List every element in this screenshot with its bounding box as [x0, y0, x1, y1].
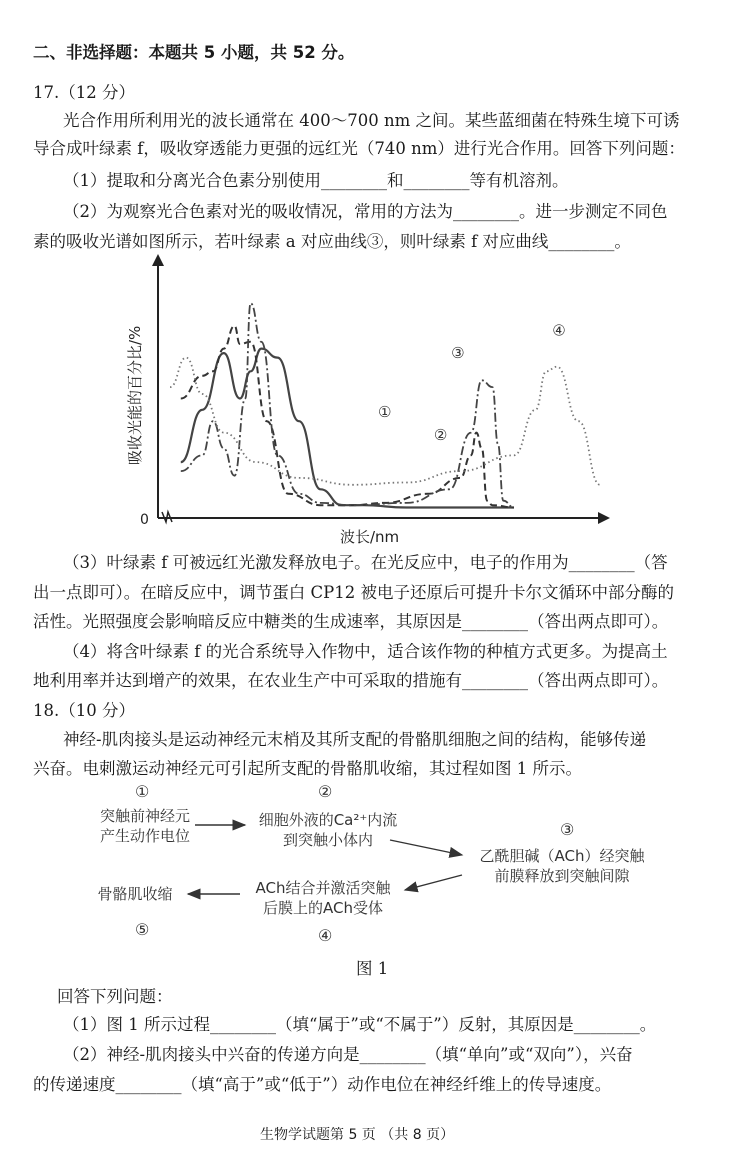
arrow-2-to-3	[390, 840, 462, 855]
flow-step3-line2: 前膜释放到突触间隙	[494, 867, 630, 885]
q18-number: 18.（10 分）	[33, 701, 135, 720]
series-label-4: ④	[552, 321, 566, 340]
page-footer: 生物学试题第 5 页 （共 8 页）	[260, 1127, 455, 1143]
series-label-3: ③	[451, 344, 465, 363]
series-label-2: ②	[433, 425, 448, 444]
q18-intro-line1: 神经-肌肉接头是运动神经元末梢及其所支配的骨骼肌细胞之间的结构，能够传递	[63, 730, 647, 749]
q17-part1: （1）提取和分离光合色素分别使用________和________等有机溶剂。	[63, 171, 569, 190]
flow-step5: 骨骼肌收缩	[97, 885, 173, 903]
flow-step4-line1: ACh结合并激活突触	[255, 879, 391, 897]
q18-answer-prompt: 回答下列问题：	[57, 987, 173, 1006]
q17-part3-line3: 活性。光照强度会影响暗反应中糖类的生成速率，其原因是________（答出两点即可）。	[33, 612, 669, 631]
q17-part4-line2: 地利用率并达到增产的效果，在农业生产中可采取的措施有________（答出两点即可）。	[33, 671, 669, 690]
flow-step3-number: ③	[560, 820, 575, 839]
chart-x-axis-label: 波长/nm	[340, 528, 400, 546]
q17-part2-line1: （2）为观察光合色素对光的吸收情况，常用的方法为________。进一步测定不同色	[63, 202, 668, 221]
q17-number: 17.（12 分）	[33, 83, 135, 102]
flow-step1-line2: 产生动作电位	[99, 827, 190, 845]
series-line-3	[181, 303, 514, 507]
flow-step4-line2: 后膜上的ACh受体	[263, 899, 383, 917]
flow-step2-line1: 细胞外液的Ca²⁺内流	[258, 811, 398, 829]
series-line-1	[181, 349, 514, 508]
flow-step2-number: ②	[318, 782, 333, 801]
q17-part4-line1: （4）将含叶绿素 f 的光合系统导入作物中，适合该作物的种植方式更多。为提高土	[63, 642, 668, 661]
flow-step1-number: ①	[135, 782, 150, 801]
flow-step2-line2: 到突触小体内	[282, 831, 373, 849]
series-label-1: ①	[378, 403, 392, 422]
chart-origin-label: 0	[140, 512, 149, 528]
q17-part2-line2: 素的吸收光谱如图所示，若叶绿素 a 对应曲线③，则叶绿素 f 对应曲线________。	[33, 232, 631, 251]
flow-step1-line1: 突触前神经元	[99, 807, 190, 825]
q18-part2-line1: （2）神经-肌肉接头中兴奋的传递方向是________（填“单向”或“双向”），兴奋	[63, 1045, 633, 1064]
flow-arrows	[0, 780, 748, 920]
section-title: 二、非选择题：本题共 5 小题，共 52 分。	[33, 43, 355, 62]
figure-caption: 图 1	[356, 959, 389, 978]
q18-part1: （1）图 1 所示过程________（填“属于”或“不属于”）反射，其原因是________。	[63, 1015, 657, 1034]
absorption-spectrum-chart	[110, 250, 630, 550]
flow-step3-line1: 乙酰胆碱（ACh）经突触	[479, 847, 645, 865]
flow-step5-number: ⑤	[135, 920, 150, 939]
q17-intro-line1: 光合作用所利用光的波长通常在 400～700 nm 之间。某些蓝细菌在特殊生境下可诱	[63, 111, 680, 130]
chart-y-axis-label: 吸收光能的百分比/%	[126, 325, 144, 465]
q17-part3-line1: （3）叶绿素 f 可被远红光激发释放电子。在光反应中，电子的作用为________（答	[63, 553, 668, 572]
arrow-3-to-4	[405, 875, 462, 890]
q17-intro-line2: 导合成叶绿素 f，吸收穿透能力更强的远红光（740 nm）进行光合作用。回答下列问题：	[33, 139, 685, 158]
q18-intro-line2: 兴奋。电刺激运动神经元可引起所支配的骨骼肌收缩，其过程如图 1 所示。	[33, 759, 582, 778]
q18-part2-line2: 的传递速度________（填“高于”或“低于”）动作电位在神经纤维上的传导速度。	[33, 1075, 612, 1094]
q17-part3-line2: 出一点即可）。在暗反应中，调节蛋白 CP12 被电子还原后可提升卡尔文循环中部分酶的	[33, 583, 674, 602]
flow-step4-number: ④	[318, 926, 333, 945]
